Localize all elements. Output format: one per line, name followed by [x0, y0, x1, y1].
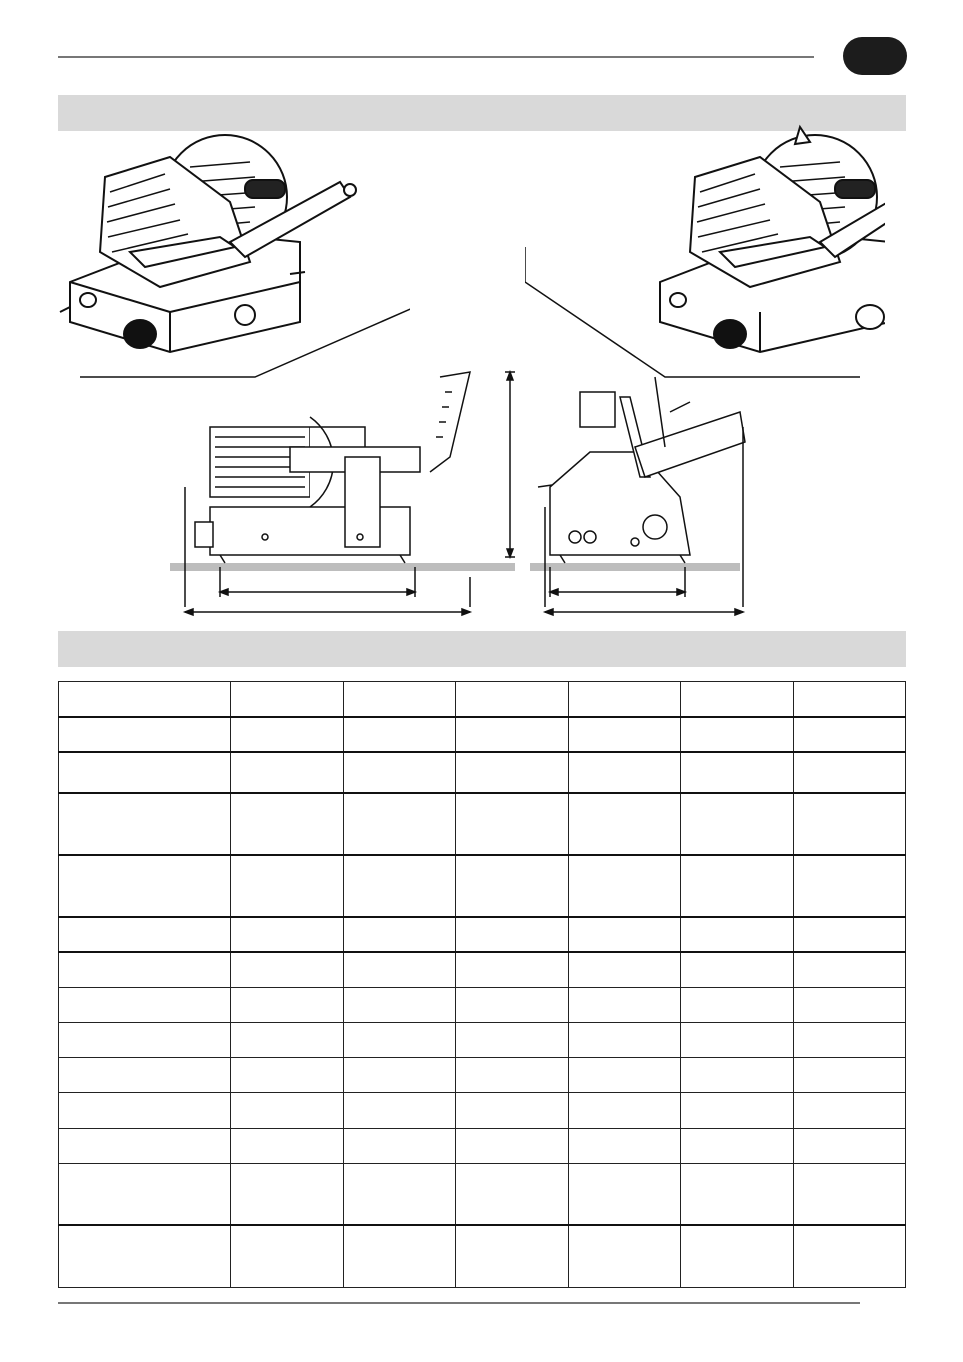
- table-cell: [568, 987, 681, 1022]
- table-cell: [681, 1163, 794, 1225]
- table-cell: [59, 1022, 231, 1057]
- table-cell: [681, 752, 794, 793]
- header-rule: [58, 56, 814, 58]
- table-row: [59, 1128, 906, 1163]
- table-cell: [681, 987, 794, 1022]
- table-row: [59, 1058, 906, 1093]
- table-cell: [343, 1058, 456, 1093]
- table-cell: [681, 855, 794, 917]
- table-cell: [343, 1093, 456, 1128]
- table-cell: [343, 1022, 456, 1057]
- table-row: [59, 917, 906, 952]
- table-row: [59, 987, 906, 1022]
- table-cell: [231, 952, 344, 987]
- table-cell: [343, 1163, 456, 1225]
- table-cell: [793, 917, 906, 952]
- table-cell: [456, 1058, 569, 1093]
- table-cell: [343, 1128, 456, 1163]
- table-cell: [231, 917, 344, 952]
- table-cell: [456, 1093, 569, 1128]
- table-cell: [231, 793, 344, 855]
- table-cell: [59, 752, 231, 793]
- table-cell: [681, 917, 794, 952]
- technical-drawing: [40, 112, 920, 632]
- specs-table: [58, 681, 906, 1288]
- table-cell: [343, 752, 456, 793]
- table-cell: [793, 1128, 906, 1163]
- table-cell: [343, 917, 456, 952]
- table-cell: [568, 855, 681, 917]
- table-cell: [456, 793, 569, 855]
- table-cell: [456, 987, 569, 1022]
- table-cell: [681, 1058, 794, 1093]
- table-cell: [681, 717, 794, 752]
- table-cell: [231, 717, 344, 752]
- table-cell: [59, 917, 231, 952]
- table-cell: [456, 917, 569, 952]
- table-cell: [343, 1225, 456, 1287]
- table-cell: [681, 793, 794, 855]
- table-cell: [793, 1225, 906, 1287]
- table-cell: [568, 752, 681, 793]
- table-cell: [568, 682, 681, 717]
- slicer-perspective-right: [525, 122, 885, 392]
- table-cell: [343, 855, 456, 917]
- table-cell: [681, 1022, 794, 1057]
- slicer-side-elevation: [530, 367, 760, 627]
- table-cell: [231, 987, 344, 1022]
- table-cell: [456, 1128, 569, 1163]
- table-row: [59, 1163, 906, 1225]
- table-cell: [59, 855, 231, 917]
- table-cell: [456, 717, 569, 752]
- table-cell: [343, 717, 456, 752]
- table-cell: [59, 952, 231, 987]
- table-row: [59, 952, 906, 987]
- table-cell: [59, 682, 231, 717]
- table-cell: [793, 1163, 906, 1225]
- table-cell: [568, 1163, 681, 1225]
- table-cell: [456, 1163, 569, 1225]
- table-cell: [456, 1022, 569, 1057]
- table-cell: [568, 1093, 681, 1128]
- table-cell: [343, 682, 456, 717]
- table-cell: [231, 1058, 344, 1093]
- table-cell: [793, 1093, 906, 1128]
- table-cell: [793, 682, 906, 717]
- footer-rule: [58, 1302, 860, 1304]
- table-cell: [343, 793, 456, 855]
- table-cell: [456, 682, 569, 717]
- table-cell: [681, 682, 794, 717]
- slicer-front-elevation: [170, 367, 530, 627]
- table-row: [59, 855, 906, 917]
- table-cell: [456, 752, 569, 793]
- table-cell: [231, 682, 344, 717]
- table-cell: [59, 1128, 231, 1163]
- table-cell: [793, 952, 906, 987]
- table-row: [59, 1022, 906, 1057]
- table-cell: [231, 1093, 344, 1128]
- table-cell: [59, 1225, 231, 1287]
- slicer-perspective-left: [50, 122, 410, 392]
- table-cell: [793, 855, 906, 917]
- table-cell: [568, 917, 681, 952]
- table-cell: [568, 1128, 681, 1163]
- table-cell: [793, 1058, 906, 1093]
- table-cell: [681, 1225, 794, 1287]
- table-cell: [568, 1225, 681, 1287]
- table-cell: [59, 793, 231, 855]
- table-cell: [681, 1128, 794, 1163]
- table-cell: [231, 1022, 344, 1057]
- table-cell: [343, 987, 456, 1022]
- table-cell: [568, 717, 681, 752]
- table-cell: [568, 793, 681, 855]
- table-cell: [568, 1022, 681, 1057]
- table-cell: [231, 855, 344, 917]
- table-cell: [231, 752, 344, 793]
- language-badge: [843, 37, 907, 75]
- table-cell: [59, 717, 231, 752]
- table-cell: [231, 1128, 344, 1163]
- table-cell: [681, 1093, 794, 1128]
- table-cell: [681, 952, 794, 987]
- table-cell: [59, 987, 231, 1022]
- table-cell: [793, 1022, 906, 1057]
- table-cell: [793, 717, 906, 752]
- table-row: [59, 752, 906, 793]
- table-cell: [343, 952, 456, 987]
- table-row: [59, 1225, 906, 1287]
- table-cell: [456, 855, 569, 917]
- table-cell: [59, 1058, 231, 1093]
- table-cell: [793, 793, 906, 855]
- table-cell: [59, 1093, 231, 1128]
- table-row: [59, 717, 906, 752]
- table-cell: [793, 752, 906, 793]
- table-cell: [231, 1225, 344, 1287]
- table-cell: [59, 1163, 231, 1225]
- section-band-specs: [58, 631, 906, 667]
- table-row: [59, 1093, 906, 1128]
- table-cell: [568, 952, 681, 987]
- table-cell: [231, 1163, 344, 1225]
- table-cell: [456, 1225, 569, 1287]
- table-row: [59, 793, 906, 855]
- table-row: [59, 682, 906, 717]
- table-cell: [568, 1058, 681, 1093]
- table-cell: [793, 987, 906, 1022]
- table-cell: [456, 952, 569, 987]
